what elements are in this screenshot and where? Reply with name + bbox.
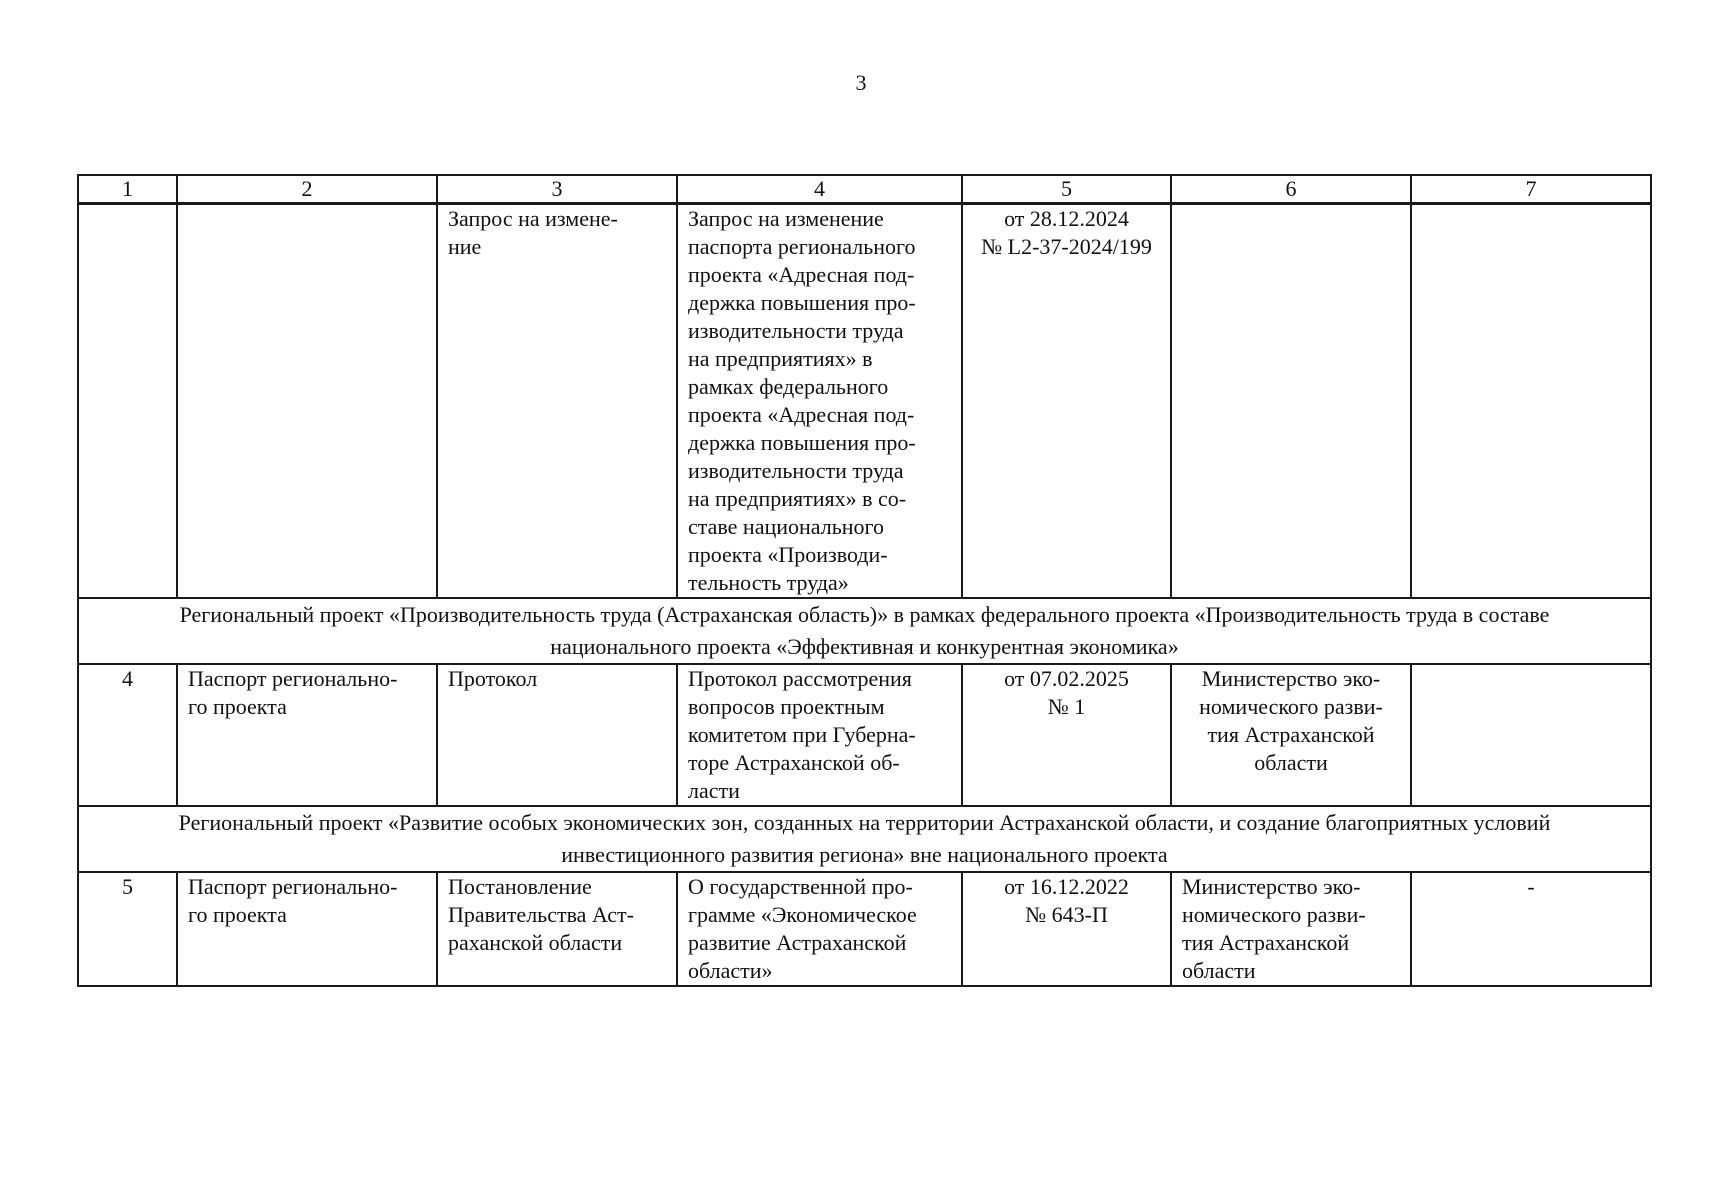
cell-number: 4 (78, 664, 177, 806)
cell-line: номического разви- (1182, 902, 1366, 927)
cell-document-type (177, 664, 437, 806)
column-header-1: 1 (78, 175, 177, 204)
cell-act-title (677, 872, 962, 986)
section-line: инвестиционного развития региона» вне национального проекта (561, 842, 1168, 867)
column-header-7: 7 (1411, 175, 1651, 204)
cell-document-type (177, 872, 437, 986)
cell-line: торе Астраханской об- (688, 750, 900, 775)
section-title (78, 598, 1651, 664)
cell-responsible (1171, 872, 1411, 986)
cell-line: изводительности труда (688, 318, 904, 343)
cell-line: раханской области (448, 930, 623, 955)
cell-line: проекта «Адресная под- (688, 262, 915, 287)
cell-note (1411, 664, 1651, 806)
cell-line: Запрос на измене- (448, 206, 618, 231)
cell-line: от 28.12.2024 (1004, 206, 1129, 231)
document-table (77, 174, 1652, 987)
cell-line: тия Астраханской (1182, 930, 1350, 955)
cell-line: Запрос на изменение (688, 206, 884, 231)
column-header-5: 5 (962, 175, 1171, 204)
cell-line: ние (448, 234, 482, 259)
cell-number (78, 204, 177, 599)
cell-line: Паспорт регионально- (188, 874, 398, 899)
cell-line: го проекта (188, 902, 287, 927)
section-row (78, 598, 1651, 664)
cell-note: - (1411, 872, 1651, 986)
cell-line: номического разви- (1199, 694, 1383, 719)
table-row (78, 872, 1651, 986)
cell-line: Министерство эко- (1182, 874, 1361, 899)
cell-responsible (1171, 204, 1411, 599)
cell-number: 5 (78, 872, 177, 986)
section-title (78, 806, 1651, 872)
cell-act-type (437, 204, 677, 599)
column-header-6: 6 (1171, 175, 1411, 204)
cell-line: держка повышения про- (688, 430, 916, 455)
cell-line: области (1182, 958, 1256, 983)
cell-document-type (177, 204, 437, 599)
cell-line: Постановление (448, 874, 592, 899)
cell-line: О государственной про- (688, 874, 913, 899)
cell-line: ставе национального (688, 514, 885, 539)
page-number: 3 (855, 70, 867, 95)
cell-act-title (677, 664, 962, 806)
cell-line: тия Астраханской (1207, 722, 1375, 747)
cell-line: проекта «Адресная под- (688, 402, 915, 427)
cell-line: проекта «Производи- (688, 542, 888, 567)
cell-line: грамме «Экономическое (688, 902, 917, 927)
cell-date-number (962, 204, 1171, 599)
cell-line: комитетом при Губерна- (688, 722, 916, 747)
cell-line: ласти (688, 778, 740, 803)
cell-date-number (962, 664, 1171, 806)
cell-line: Протокол рассмотрения (688, 666, 912, 691)
cell-date-number (962, 872, 1171, 986)
cell-line: на предприятиях» в со- (688, 486, 907, 511)
cell-line: Министерство эко- (1201, 666, 1381, 691)
cell-note (1411, 204, 1651, 599)
section-line: национального проекта «Эффективная и конкурентная экономика» (550, 634, 1179, 659)
cell-act-title (677, 204, 962, 599)
cell-act-type (437, 872, 677, 986)
cell-line: № L2-37-2024/199 (981, 234, 1152, 259)
cell-line: изводительности труда (688, 458, 904, 483)
cell-line: области (1254, 750, 1328, 775)
cell-line: тельность труда» (688, 570, 849, 595)
table-row (78, 664, 1651, 806)
cell-line: вопросов проектным (688, 694, 885, 719)
cell-line: на предприятиях» в (688, 346, 873, 371)
cell-line: Паспорт регионально- (188, 666, 398, 691)
table-row (78, 204, 1651, 599)
column-header-3: 3 (437, 175, 677, 204)
cell-line: № 1 (1047, 694, 1086, 719)
section-row (78, 806, 1651, 872)
column-header-4: 4 (677, 175, 962, 204)
cell-line: развитие Астраханской (688, 930, 907, 955)
cell-line: Правительства Аст- (448, 902, 634, 927)
cell-line: рамках федерального (688, 374, 889, 399)
cell-line: области» (688, 958, 773, 983)
section-line: Региональный проект «Производительность труда (Астраханская область)» в рамках федерального проекта «Производительность труда в составе (179, 602, 1550, 627)
cell-responsible (1171, 664, 1411, 806)
cell-line: от 16.12.2022 (1004, 874, 1129, 899)
cell-line: паспорта регионального (688, 234, 916, 259)
section-line: Региональный проект «Развитие особых экономических зон, созданных на территории Астраханской области, и создание благоприятных условий (178, 810, 1551, 835)
cell-act-type (437, 664, 677, 806)
cell-line: держка повышения про- (688, 290, 916, 315)
cell-line: № 643-П (1025, 902, 1108, 927)
cell-line: Протокол (448, 666, 538, 691)
cell-line: го проекта (188, 694, 287, 719)
header-row (78, 175, 1651, 204)
column-header-2: 2 (177, 175, 437, 204)
cell-line: от 07.02.2025 (1004, 666, 1129, 691)
